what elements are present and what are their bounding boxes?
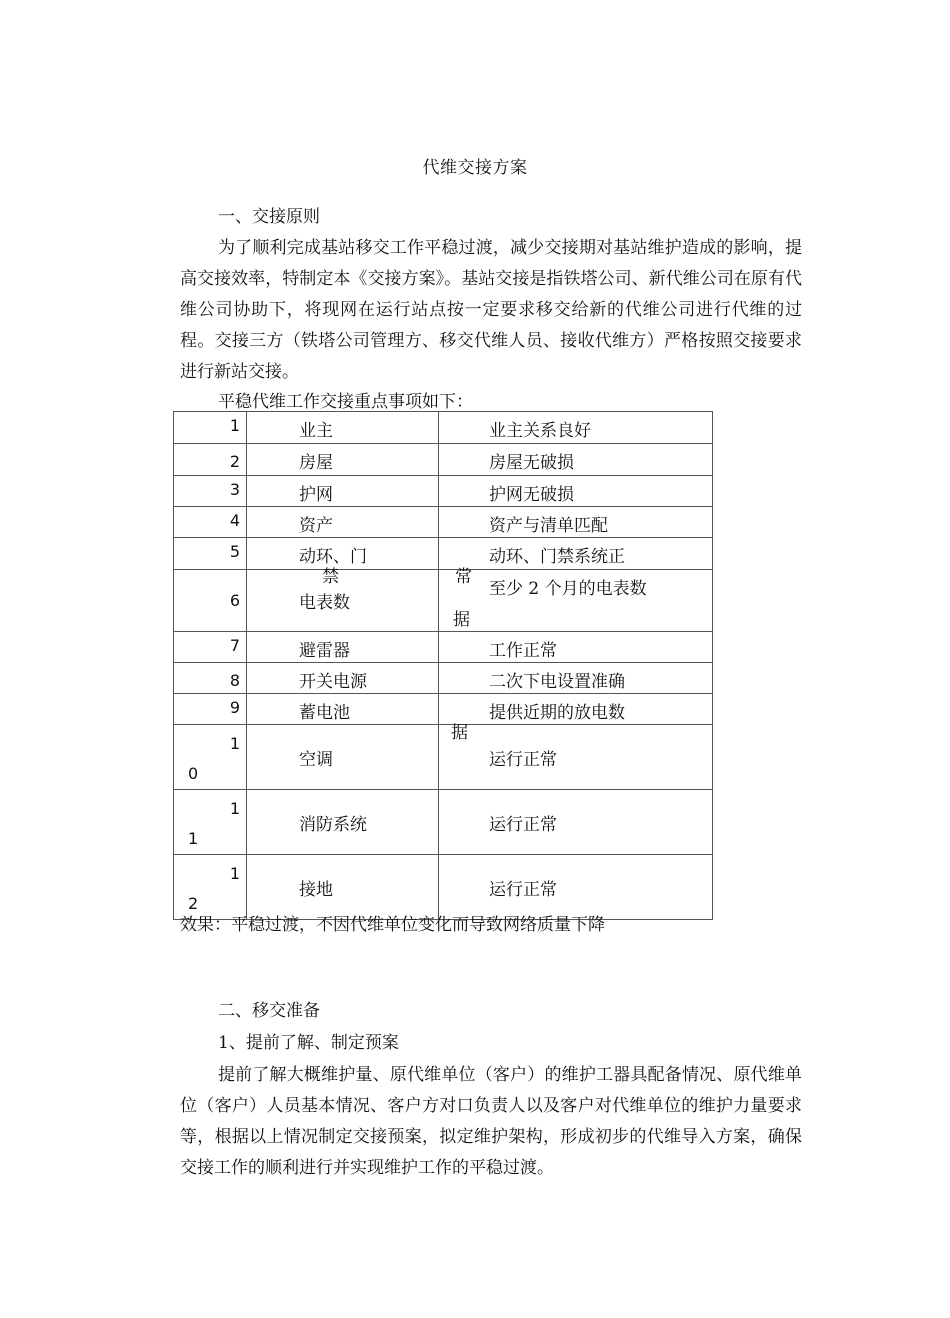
effect-line: 效果：平稳过渡，不因代维单位变化而导致网络质量下降 [180,915,605,935]
table-row [174,725,713,790]
section1-heading: 一、交接原则 [218,207,320,227]
handover-items-table [173,411,713,920]
row-requirement: 工作正常 [439,632,713,663]
row-number: 9 [174,694,247,725]
row-number-digit: 2 [188,894,199,913]
row-number: 2 [174,444,247,476]
section2-paragraph: 提前了解大概维护量、原代维单位（客户）的维护工器具配备情况、原代维单位（客户）人员基本情况、客户方对口负责人以及客户对代维单位的维护力量要求等，根据以上情况制定交接预案，拟定维护架构，形成初步的代维导入方案，确保交接工作的顺利进行并实现维护工作的平稳过渡。 [180,1065,802,1178]
table-row [174,476,713,507]
row-item: 护网 [247,476,439,507]
row-requirement: 二次下电设置准确 [439,663,713,694]
table-row [174,790,713,855]
row-item: 开关电源 [247,663,439,694]
row-item: 电表数 [247,570,439,632]
table-row [174,570,713,632]
row-number-digit: 1 [229,864,240,883]
row-number [174,725,247,790]
table-intro: 平稳代维工作交接重点事项如下： [218,392,473,412]
table-row [174,663,713,694]
row-number [174,790,247,855]
row-number-digit: 1 [229,799,240,818]
table-row [174,538,713,570]
table-row [174,632,713,663]
table-row [174,444,713,476]
row-requirement: 房屋无破损 [439,444,713,476]
overflow-fragment: 禁 [322,567,339,587]
row-item: 消防系统 [247,790,439,855]
row-item: 蓄电池 [247,694,439,725]
row-requirement: 至少 2 个月的电表数 据 [439,570,713,632]
overflow-fragment: 据 [453,610,470,630]
row-number: 3 [174,476,247,507]
row-number: 4 [174,507,247,538]
table-row [174,694,713,725]
row-requirement: 运行正常 [439,855,713,920]
row-number: 8 [174,663,247,694]
row-item: 动环、门 禁 [247,538,439,570]
table-row [174,507,713,538]
overflow-fragment: 据 [451,723,468,743]
section1-paragraph: 为了顺利完成基站移交工作平稳过渡，减少交接期对基站维护造成的影响，提高交接效率，特制定本《交接方案》。基站交接是指铁塔公司、新代维公司在原有代维公司协助下，将现网在运行站点按一定要求移交给新的代维公司进行代维的过程。交接三方（铁塔公司管理方、移交代维人员、接收代维方）严格按照交接要求进行新站交接。 [180,238,802,382]
row-number-digit: 0 [188,764,199,783]
overflow-fragment: 常 [455,567,472,587]
row-item: 业主 [247,412,439,444]
row-requirement: 动环、门禁系统正 常 [439,538,713,570]
row-number: 7 [174,632,247,663]
row-item: 资产 [247,507,439,538]
section2-heading: 二、移交准备 [218,1001,320,1021]
row-item: 房屋 [247,444,439,476]
section2-subheading: 1、提前了解、制定预案 [218,1033,399,1053]
row-requirement: 运行正常 [439,725,713,790]
row-item: 避雷器 [247,632,439,663]
row-requirement: 业主关系良好 [439,412,713,444]
row-requirement: 运行正常 [439,790,713,855]
document-title: 代维交接方案 [422,158,528,178]
table-row [174,412,713,444]
row-number: 1 [174,412,247,444]
row-requirement: 护网无破损 [439,476,713,507]
row-number: 5 [174,538,247,570]
row-item: 接地 [247,855,439,920]
row-number: 6 [174,570,247,632]
row-number-digit: 1 [229,734,240,753]
row-requirement: 提供近期的放电数 据 [439,694,713,725]
row-requirement: 资产与清单匹配 [439,507,713,538]
row-item: 空调 [247,725,439,790]
row-number-digit: 1 [188,829,199,848]
